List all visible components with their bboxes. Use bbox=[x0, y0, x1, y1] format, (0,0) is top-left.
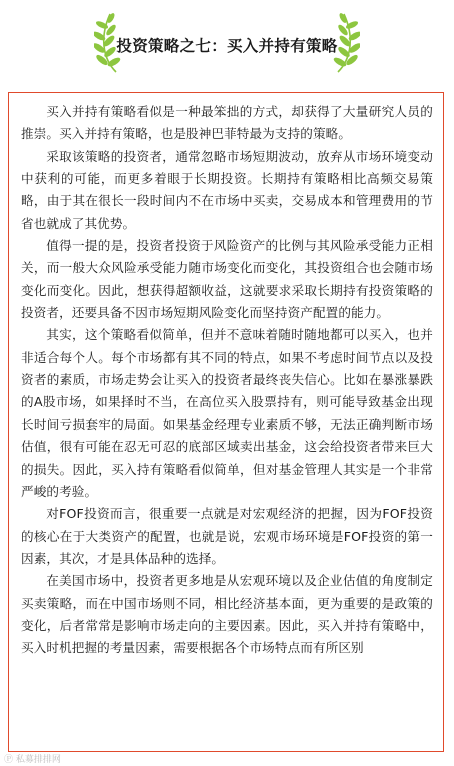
paragraph-caveats: 其实，这个策略看似简单，但并不意味着随时随地都可以买入，也并非适合每个人。每个市场都有其不同的特点，如果不考虑时间节点以及投资者的素质，市场走势会让买入的投资者最终丧失信心。比如在暴涨暴跌的A股市场，如果择时不当，在高位买入股票持有，则可能导致基金出现长时间亏损套牢的局面。如果基金经理专业素质不够，无法正确判断市场估值，很有可能在忍无可忍的底部区域卖出基金，这会给投资者带来巨大的损失。因此，买入持有策略看似简单，但对基金管理人其实是一个非常严峻的考验。 bbox=[21, 327, 433, 499]
article-body-frame bbox=[8, 92, 444, 752]
paragraph-fof: 对FOF投资而言，很重要一点就是对宏观经济的把握，因为FOF投资的核心在于大类资产的配置，也就是说，宏观市场环境是FOF投资的第一因素，其次，才是具体品种的选择。 bbox=[21, 506, 433, 566]
paragraph-risk: 值得一提的是，投资者投资于风险资产的比例与其风险承受能力正相关，而一般大众风险承受能力随市场变化而变化，其投资组合也会随市场变化而变化。因此，想获得超额收益，这就要求采取长期持有投资策略的投资者，还要具备不因市场短期风险变化而坚持资产配置的能力。 bbox=[21, 238, 433, 321]
paragraph-intro: 买入并持有策略看似是一种最笨拙的方式，却获得了大量研究人员的推崇。买入并持有策略，也是股神巴菲特最为支持的策略。 bbox=[21, 104, 433, 142]
watermark-logo: Ⓟ 私募排排网 bbox=[4, 755, 61, 765]
paragraph-strategy: 采取该策略的投资者，通常忽略市场短期波动，放弃从市场环境变动中获利的可能，而更多着眼于长期投资。长期持有策略相比高频交易策略，由于其在很长一段时间内不在市场中买卖，交易成本和管理费用的节省也就成了其优势。 bbox=[21, 148, 433, 231]
paragraph-markets: 在美国市场中，投资者更多地是从宏观环境以及企业估值的角度制定买卖策略，而在中国市场则不同，相比经济基本面，更为重要的是政策的变化，后者常常是影响市场走向的主要因素。因此，买入并持有策略中，买入时机把握的考量因素，需要根据各个市场特点而有所区别 bbox=[21, 573, 433, 656]
article-header bbox=[0, 0, 454, 80]
article-title: 投资策略之七：买入并持有策略 bbox=[116, 37, 338, 55]
